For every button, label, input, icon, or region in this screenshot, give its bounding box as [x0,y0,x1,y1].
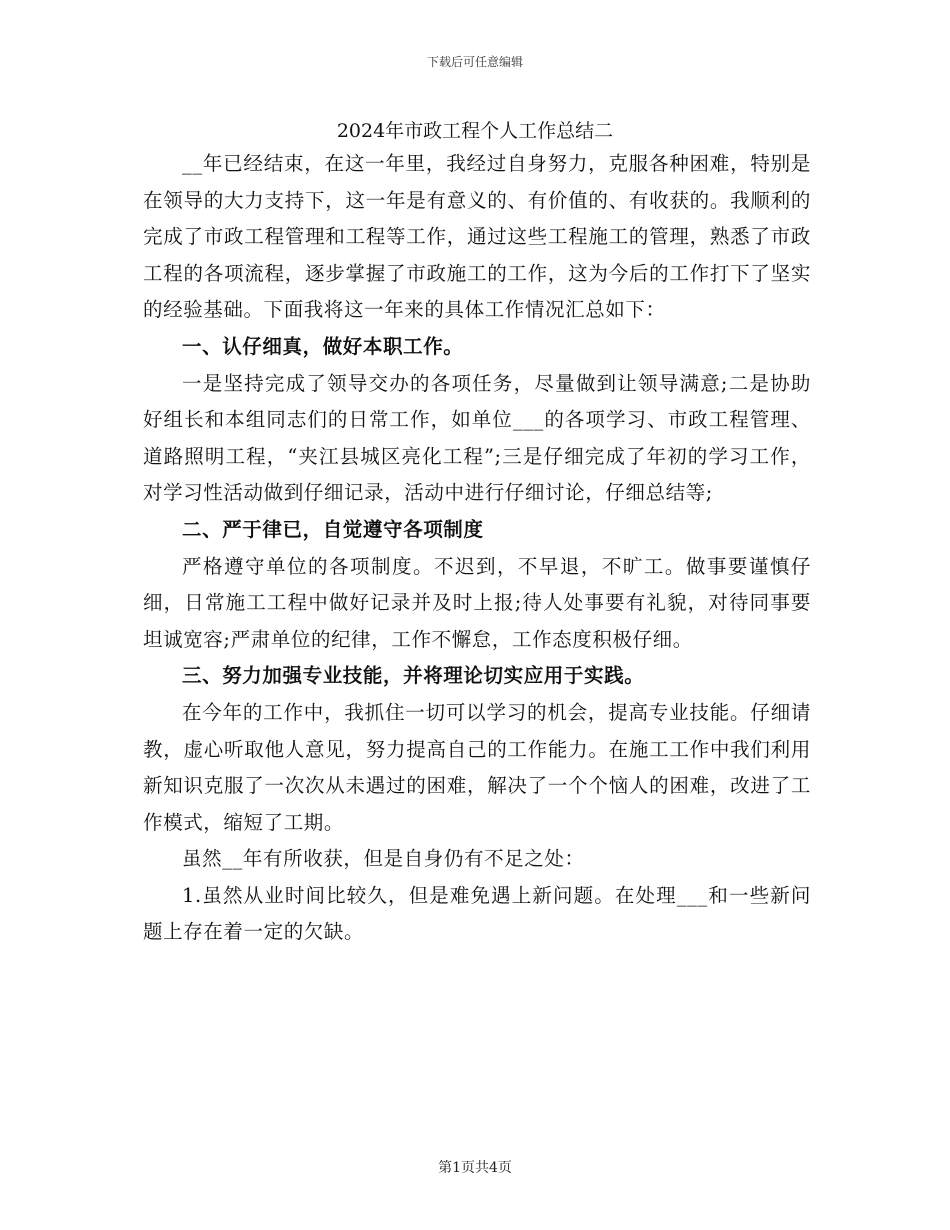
shortcoming-intro: 虽然__年有所收获，但是自身仍有不足之处： [182,847,585,871]
section-heading-1: 一、认仔细真，做好本职工作。 [182,334,464,358]
section-body-3: 在今年的工作中，我抓住一切可以学习的机会，提高专业技能。仔细请教，虚心听取他人意见，努力提高自己的工作能力。在施工工作中我们利用新知识克服了一次次从未遇过的困难，解决了一个个恼人的困难，改进了工作模式，缩短了工期。 [143,700,811,834]
section-body-1: 一是坚持完成了领导交办的各项任务，尽量做到让领导满意;二是协助好组长和本组同志们的日常工作，如单位___的各项学习、市政工程管理、道路照明工程，“夹江县城区亮化工程”;三是仔细完成了年初的学习工作，对学习性活动做到仔细记录，活动中进行仔细讨论，仔细总结等; [143,371,811,505]
section-heading-3: 三、努力加强专业技能，并将理论切实应用于实践。 [182,664,645,688]
header-note: 下载后可任意编辑 [426,55,523,69]
shortcoming-item-1: 1.虽然从业时间比较久，但是难免遇上新问题。在处理___和一些新问题上存在着一定的欠缺。 [143,883,811,944]
page-number: 第1页共4页 [438,1160,512,1176]
section-body-2: 严格遵守单位的各项制度。不迟到，不早退，不旷工。做事要谨慎仔细，日常施工工程中做好记录并及时上报;待人处事要有礼貌，对待同事要坦诚宽容;严肃单位的纪律，工作不懈怠，工作态度积极仔细。 [143,554,811,651]
intro-paragraph: __年已经结束，在这一年里，我经过自身努力，克服各种困难，特别是在领导的大力支持下，这一年是有意义的、有价值的、有收获的。我顺利的完成了市政工程管理和工程等工作，通过这些工程施工的管理，熟悉了市政工程的各项流程，逐步掌握了市政施工的工作，这为今后的工作打下了坚实的经验基础。下面我将这一年来的具体工作情况汇总如下： [143,152,811,322]
document-title: 2024年市政工程个人工作总结二 [336,120,614,142]
document-body [143,146,811,951]
section-heading-2: 二、严于律已，自觉遵守各项制度 [182,517,484,541]
